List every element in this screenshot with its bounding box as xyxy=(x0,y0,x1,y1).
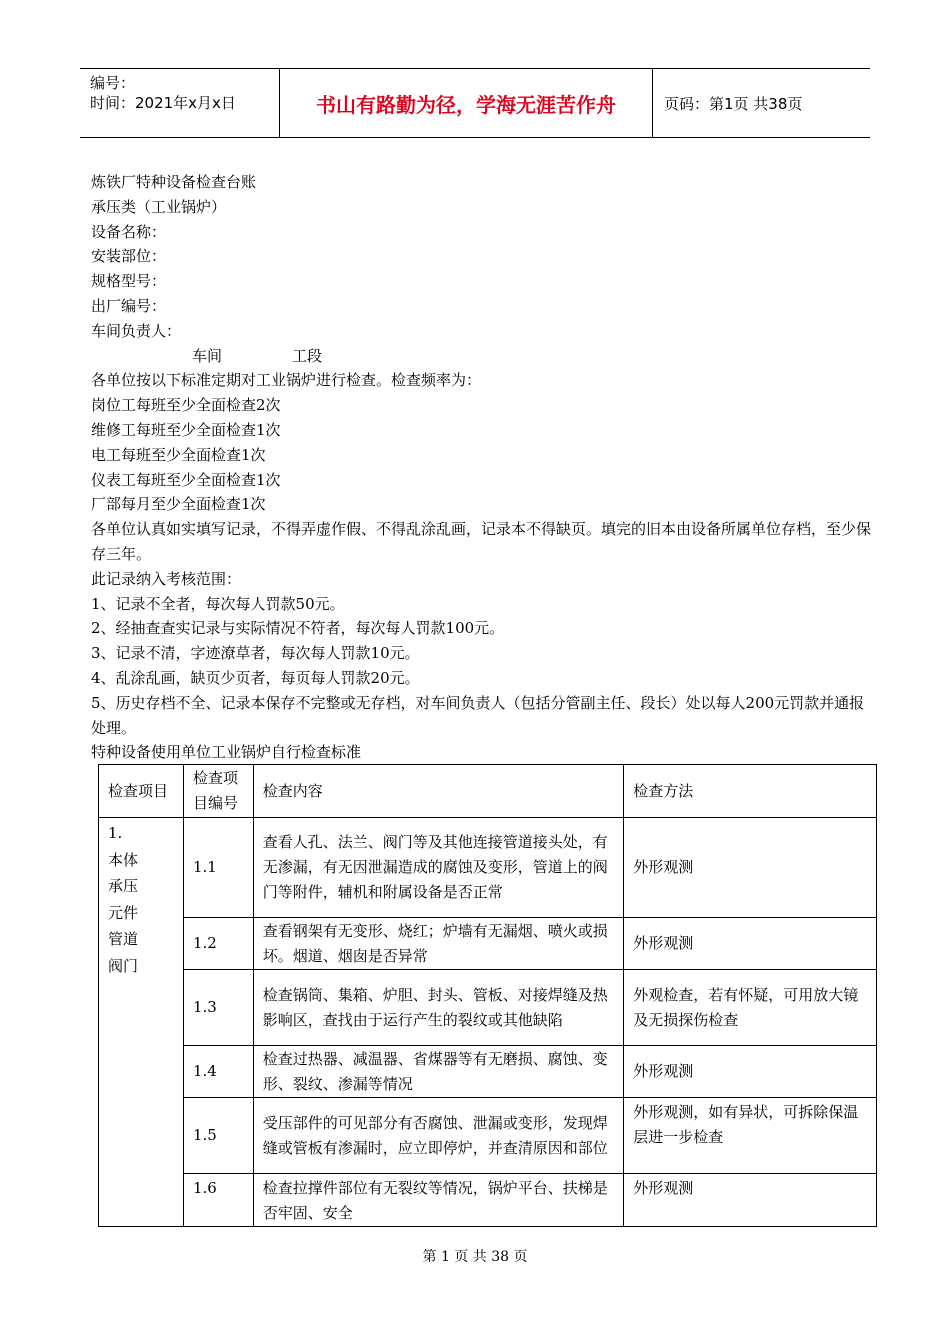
header-content: 检查内容 xyxy=(253,765,623,818)
rule-paragraph: 电工每班至少全面检查1次 xyxy=(91,445,266,464)
doc-title: 炼铁厂特种设备检查台账 xyxy=(91,173,257,191)
content-cell: 查看钢架有无变形、烧红；炉墙有无漏烟、喷火或损坏。烟道、烟囱是否异常 xyxy=(253,918,623,970)
install-location-field: 安装部位： xyxy=(91,247,167,266)
code-cell: 1.1 xyxy=(183,818,253,918)
workshop-label: 车间 xyxy=(192,346,223,365)
number-label: 编号： xyxy=(90,74,136,92)
equipment-name-field: 设备名称： xyxy=(91,222,167,241)
rule-paragraph: 各单位按以下标准定期对工业锅炉进行检查。检查频率为： xyxy=(91,371,482,390)
penalty-item: 1、记录不全者，每次每人罚款50元。 xyxy=(91,594,345,613)
penalty-item: 4、乱涂乱画，缺页少页者，每页每人罚款20元。 xyxy=(91,668,420,687)
method-cell: 外形观测 xyxy=(624,918,877,970)
rule-paragraph: 各单位认真如实填写记录，不得弄虚作假、不得乱涂乱画，记录本不得缺页。填完的旧本由设备所属单位存档，至少保存三年。 xyxy=(91,520,872,563)
header-item: 检查项目 xyxy=(99,765,184,818)
header-method: 检查方法 xyxy=(624,765,877,818)
document-body xyxy=(91,170,871,765)
penalty-item: 2、经抽查查实记录与实际情况不符者，每次每人罚款100元。 xyxy=(91,619,505,638)
method-cell: 外形观测 xyxy=(624,818,877,918)
content-cell: 检查过热器、减温器、省煤器等有无磨损、腐蚀、变形、裂纹、渗漏等情况 xyxy=(253,1046,623,1098)
table-row xyxy=(99,1046,877,1098)
header-motto: 书山有路勤为径，学海无涯苦作舟 xyxy=(280,69,653,137)
page-footer: 第 1 页 共 38 页 xyxy=(422,1249,528,1265)
page-header xyxy=(80,68,870,138)
content-cell: 受压部件的可见部分有否腐蚀、泄漏或变形，发现焊缝或管板有渗漏时，应立即停炉，并查清原因和部位 xyxy=(253,1098,623,1174)
method-cell: 外形观测 xyxy=(624,1046,877,1098)
content-cell: 检查锅筒、集箱、炉胆、封头、管板、对接焊缝及热影响区，查找由于运行产生的裂纹或其他缺陷 xyxy=(253,970,623,1046)
table-row xyxy=(99,1098,877,1174)
rule-paragraph: 岗位工每班至少全面检查2次 xyxy=(91,396,281,415)
method-cell: 外形观测，如有异状，可拆除保温层进一步检查 xyxy=(624,1098,877,1174)
model-field: 规格型号： xyxy=(91,272,167,291)
table-row xyxy=(99,970,877,1046)
method-cell: 外观检查，若有怀疑，可用放大镜及无损探伤检查 xyxy=(624,970,877,1046)
code-cell: 1.2 xyxy=(183,918,253,970)
code-cell: 1.3 xyxy=(183,970,253,1046)
rule-paragraph: 维修工每班至少全面检查1次 xyxy=(91,420,281,439)
time-label: 时间：2021年x月x日 xyxy=(90,94,236,112)
rule-paragraph: 仪表工每班至少全面检查1次 xyxy=(91,470,281,489)
code-cell: 1.4 xyxy=(183,1046,253,1098)
method-cell: 外形观测 xyxy=(624,1174,877,1227)
inspection-standard-table xyxy=(98,764,877,1227)
table-row xyxy=(99,818,877,918)
header-page-code: 页码：第1页 共38页 xyxy=(664,94,803,113)
group-label-cell: 1. 本体 承压 元件 管道 阀门 xyxy=(99,818,184,1227)
table-caption: 特种设备使用单位工业锅炉自行检查标准 xyxy=(91,743,362,762)
header-meta xyxy=(80,69,280,137)
penalty-item: 3、记录不清，字迹潦草者，每次每人罚款10元。 xyxy=(91,644,420,663)
doc-category: 承压类（工业锅炉） xyxy=(91,197,227,216)
header-item-code: 检查项目编号 xyxy=(183,765,253,818)
code-cell: 1.6 xyxy=(183,1174,253,1227)
code-cell: 1.5 xyxy=(183,1098,253,1174)
table-row xyxy=(99,918,877,970)
section-label: 工段 xyxy=(292,346,323,365)
table-row xyxy=(99,1174,877,1227)
workshop-head-field: 车间负责人： xyxy=(91,321,182,340)
content-cell: 检查拉撑件部位有无裂纹等情况，锅炉平台、扶梯是否牢固、安全 xyxy=(253,1174,623,1227)
table-header-row xyxy=(99,765,877,818)
penalty-item: 5、历史存档不全、记录本保存不完整或无存档，对车间负责人（包括分管副主任、段长）处以每人200元罚款并通报处理。 xyxy=(91,693,865,737)
content-cell: 查看人孔、法兰、阀门等及其他连接管道接头处，有无渗漏，有无因泄漏造成的腐蚀及变形，管道上的阀门等附件，辅机和附属设备是否正常 xyxy=(253,818,623,918)
rule-paragraph: 厂部每月至少全面检查1次 xyxy=(91,495,266,514)
rule-paragraph: 此记录纳入考核范围： xyxy=(91,569,242,588)
serial-field: 出厂编号： xyxy=(91,296,167,315)
workshop-section-line xyxy=(91,344,871,369)
